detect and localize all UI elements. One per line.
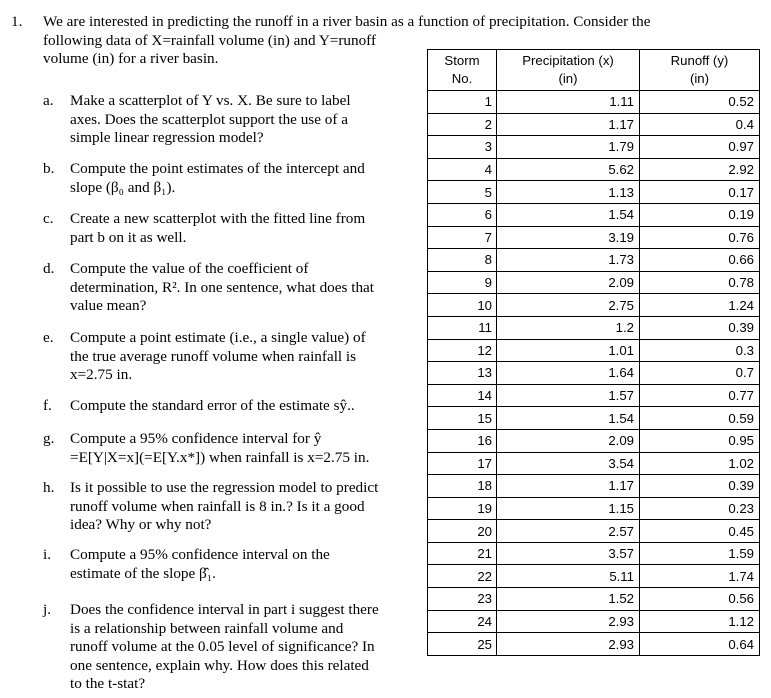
storm-number-cell: 13	[428, 362, 497, 385]
table-row	[428, 339, 760, 362]
storm-number-cell: 17	[428, 452, 497, 475]
storm-number-cell: 10	[428, 294, 497, 317]
part-line: Create a new scatterplot with the fitted line from	[70, 210, 366, 227]
runoff-cell: 0.4	[640, 113, 760, 136]
table-row	[428, 520, 760, 543]
part-line: =E[Y|X=x](=E[Y.x*]) when rainfall is x=2.75 in.	[70, 448, 370, 466]
part-letter: j.	[43, 601, 52, 618]
part-line: x=2.75 in.	[70, 366, 133, 384]
table-row	[428, 633, 760, 656]
storm-number-cell: 22	[428, 565, 497, 588]
part-line: Compute the standard error of the estimate sŷ..	[70, 397, 355, 414]
storm-number-cell: 12	[428, 339, 497, 362]
precipitation-cell: 2.75	[497, 294, 640, 317]
storm-number-cell: 21	[428, 542, 497, 565]
question-number: 1.	[11, 13, 23, 30]
data-table	[427, 49, 760, 656]
precipitation-cell: 1.11	[497, 91, 640, 114]
storm-number-cell: 3	[428, 136, 497, 159]
storm-number-cell: 6	[428, 203, 497, 226]
runoff-cell: 0.77	[640, 384, 760, 407]
table-row	[428, 475, 760, 498]
precipitation-cell: 3.19	[497, 226, 640, 249]
part-line: Compute a point estimate (i.e., a single value) of	[70, 329, 366, 346]
part-letter: d.	[43, 260, 55, 277]
intro-line: following data of X=rainfall volume (in) and Y=runoff	[43, 31, 377, 49]
precipitation-cell: 1.54	[497, 203, 640, 226]
storm-number-cell: 19	[428, 497, 497, 520]
storm-number-cell: 11	[428, 316, 497, 339]
runoff-cell: 0.52	[640, 91, 760, 114]
table-row	[428, 452, 760, 475]
precipitation-cell: 1.73	[497, 249, 640, 272]
part-line: simple linear regression model?	[70, 129, 264, 147]
table-row	[428, 588, 760, 611]
runoff-cell: 0.23	[640, 497, 760, 520]
table-row	[428, 271, 760, 294]
storm-number-cell: 16	[428, 429, 497, 452]
part-text	[70, 329, 415, 385]
table-row	[428, 203, 760, 226]
precipitation-cell: 2.93	[497, 610, 640, 633]
precipitation-cell: 1.54	[497, 407, 640, 430]
precipitation-cell: 1.15	[497, 497, 640, 520]
table-header-row	[428, 50, 760, 91]
storm-number-cell: 14	[428, 384, 497, 407]
runoff-cell: 0.39	[640, 475, 760, 498]
storm-number-cell: 24	[428, 610, 497, 633]
storm-number-cell: 23	[428, 588, 497, 611]
part-line: Does the confidence interval in part i suggest there	[70, 601, 379, 618]
precipitation-cell: 2.09	[497, 271, 640, 294]
runoff-cell: 0.66	[640, 249, 760, 272]
part-line: runoff volume at the 0.05 level of significance? In	[70, 638, 375, 656]
precipitation-cell: 2.57	[497, 520, 640, 543]
part-text	[70, 260, 415, 316]
part-line: estimate of the slope β̂₁.	[70, 564, 216, 582]
table-row	[428, 497, 760, 520]
precipitation-cell: 1.13	[497, 181, 640, 204]
part-line: Compute a 95% confidence interval for ŷ	[70, 430, 322, 447]
storm-number-cell: 2	[428, 113, 497, 136]
part-line: the true average runoff volume when rainfall is	[70, 347, 357, 365]
precipitation-cell: 1.52	[497, 588, 640, 611]
part-letter: e.	[43, 329, 54, 346]
table-row	[428, 384, 760, 407]
runoff-cell: 0.97	[640, 136, 760, 159]
header-precipitation	[497, 50, 640, 91]
runoff-cell: 0.17	[640, 181, 760, 204]
part-line: one sentence, explain why. How does this related	[70, 656, 369, 674]
runoff-cell: 0.3	[640, 339, 760, 362]
precipitation-cell: 5.11	[497, 565, 640, 588]
part-text	[70, 210, 415, 247]
header-line: (in)	[689, 71, 710, 86]
part-line: Is it possible to use the regression model to predict	[70, 479, 379, 496]
runoff-cell: 0.64	[640, 633, 760, 656]
header-line: No.	[451, 71, 473, 86]
storm-number-cell: 25	[428, 633, 497, 656]
part-letter: c.	[43, 210, 54, 227]
storm-number-cell: 9	[428, 271, 497, 294]
storm-number-cell: 1	[428, 91, 497, 114]
runoff-cell: 0.59	[640, 407, 760, 430]
table-row	[428, 158, 760, 181]
table-body	[428, 91, 760, 656]
runoff-cell: 0.39	[640, 316, 760, 339]
runoff-cell: 0.19	[640, 203, 760, 226]
part-line: axes. Does the scatterplot support the use of a	[70, 110, 348, 128]
part-text	[70, 479, 415, 535]
part-text	[70, 601, 415, 694]
storm-number-cell: 4	[428, 158, 497, 181]
table-row	[428, 91, 760, 114]
table-row	[428, 113, 760, 136]
part-text	[70, 397, 415, 416]
part-line: Compute the point estimates of the intercept and	[70, 160, 365, 177]
part-letter: f.	[43, 397, 52, 414]
runoff-cell: 0.7	[640, 362, 760, 385]
precipitation-cell: 3.54	[497, 452, 640, 475]
storm-number-cell: 7	[428, 226, 497, 249]
table-row	[428, 226, 760, 249]
precipitation-cell: 1.57	[497, 384, 640, 407]
precipitation-cell: 2.09	[497, 429, 640, 452]
table-row	[428, 407, 760, 430]
part-letter: i.	[43, 546, 52, 563]
part-line: slope (β₀ and β₁).	[70, 178, 176, 196]
part-text	[70, 546, 415, 583]
part-line: part b on it as well.	[70, 228, 187, 246]
part-line: Compute a 95% confidence interval on the	[70, 546, 330, 563]
table-row	[428, 610, 760, 633]
part-letter: a.	[43, 92, 54, 109]
table-row	[428, 249, 760, 272]
storm-number-cell: 20	[428, 520, 497, 543]
table-row	[428, 181, 760, 204]
intro-line: We are interested in predicting the runoff in a river basin as a function of precipitation. Consider the	[43, 13, 651, 30]
precipitation-cell: 1.64	[497, 362, 640, 385]
part-line: runoff volume when rainfall is 8 in.? Is it a good	[70, 497, 365, 515]
storm-number-cell: 5	[428, 181, 497, 204]
runoff-cell: 1.12	[640, 610, 760, 633]
part-text	[70, 92, 415, 148]
header-line: Storm	[444, 53, 480, 68]
precipitation-cell: 3.57	[497, 542, 640, 565]
runoff-cell: 1.59	[640, 542, 760, 565]
header-line: Runoff (y)	[670, 53, 729, 68]
precipitation-cell: 2.93	[497, 633, 640, 656]
header-line: (in)	[558, 71, 578, 86]
precipitation-cell: 5.62	[497, 158, 640, 181]
part-line: Compute the value of the coefficient of	[70, 260, 309, 277]
storm-number-cell: 8	[428, 249, 497, 272]
part-line: to the t-stat?	[70, 675, 146, 693]
precipitation-cell: 1.01	[497, 339, 640, 362]
runoff-cell: 0.45	[640, 520, 760, 543]
part-line: is a relationship between rainfall volume and	[70, 619, 344, 637]
table-row	[428, 136, 760, 159]
header-line: Precipitation (x)	[522, 53, 614, 68]
table-row	[428, 362, 760, 385]
runoff-cell: 1.74	[640, 565, 760, 588]
table-row	[428, 429, 760, 452]
runoff-cell: 1.02	[640, 452, 760, 475]
part-line: Make a scatterplot of Y vs. X. Be sure to label	[70, 92, 351, 109]
table-row	[428, 565, 760, 588]
storm-number-cell: 15	[428, 407, 497, 430]
part-line: determination, R². In one sentence, what does that	[70, 278, 374, 296]
table-row	[428, 294, 760, 317]
runoff-cell: 0.76	[640, 226, 760, 249]
table-row	[428, 542, 760, 565]
part-letter: h.	[43, 479, 55, 496]
table-row	[428, 316, 760, 339]
storm-number-cell: 18	[428, 475, 497, 498]
precipitation-cell: 1.79	[497, 136, 640, 159]
part-line: idea? Why or why not?	[70, 516, 212, 534]
runoff-cell: 0.56	[640, 588, 760, 611]
runoff-cell: 0.95	[640, 429, 760, 452]
precipitation-cell: 1.17	[497, 113, 640, 136]
runoff-cell: 2.92	[640, 158, 760, 181]
part-line: value mean?	[70, 297, 147, 315]
part-text	[70, 160, 415, 197]
intro-line: volume (in) for a river basin.	[43, 50, 219, 68]
part-letter: b.	[43, 160, 55, 177]
runoff-cell: 0.78	[640, 271, 760, 294]
part-text	[70, 430, 415, 467]
runoff-cell: 1.24	[640, 294, 760, 317]
part-letter: g.	[43, 430, 55, 447]
precipitation-cell: 1.2	[497, 316, 640, 339]
precipitation-cell: 1.17	[497, 475, 640, 498]
header-runoff	[640, 50, 760, 91]
header-storm	[428, 50, 497, 91]
